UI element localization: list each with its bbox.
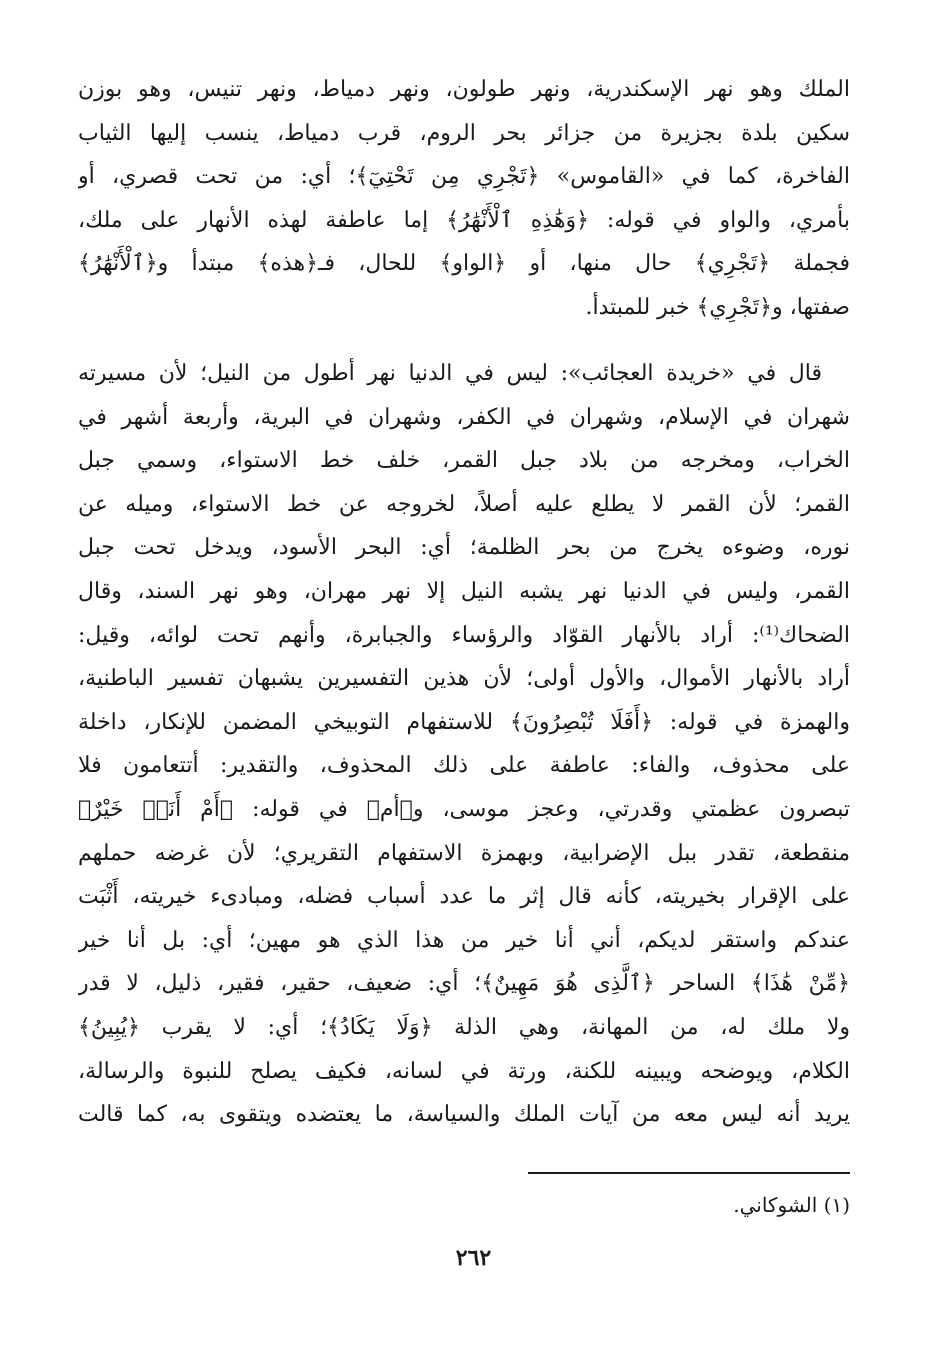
paragraph-1 xyxy=(78,68,850,330)
text-line: والهمزة في قوله: ﴿أَفَلَا تُبْصِرُونَ﴾ للاستفهام التوبيخي المضمن للإنكار، داخلة xyxy=(78,709,850,735)
footnote: (١) الشوكاني. xyxy=(733,1193,850,1217)
text-line: الملك وهو نهر الإسكندرية، ونهر طولون، ونهر دمياط، ونهر تنيس، وهو بوزن xyxy=(78,77,850,102)
text-line: الفاخرة، كما في «القاموس» ﴿تَجْرِي مِن تَحْتِيٓ﴾؛ أي: من تحت قصري، أو xyxy=(78,164,850,190)
text-line: تبصرون عظمتي وقدرتي، وعجز موسى، و﴿أم﴾ في قوله: ﴿أَمْ أَنَا۠ خَيْرٌ﴾ xyxy=(78,796,850,822)
text-line: ﴿مِّنْ هَٰذَا﴾ الساحر ﴿ٱلَّذِى هُوَ مَهِينٌ﴾؛ أي: ضعيف، حقير، فقير، ذليل، لا قدر xyxy=(78,971,850,997)
text-line: ولا ملك له، من المهانة، وهي الذلة ﴿وَلَا يَكَادُ﴾؛ أي: لا يقرب ﴿يُبِينُ﴾ xyxy=(78,1014,850,1040)
text-line: شهران في الإسلام، وشهران في الكفر، وشهران في البرية، وأربعة أشهر في xyxy=(78,404,850,430)
text-line: قال في «خريدة العجائب»: ليس في الدنيا نهر أطول من النيل؛ لأن مسيرته xyxy=(78,361,822,386)
page-number: ٢٦٢ xyxy=(455,1245,492,1271)
text-line: على محذوف، والفاء: عاطفة على ذلك المحذوف، والتقدير: أتتعامون فلا xyxy=(78,753,850,779)
text-line: القمر، وليس في الدنيا نهر يشبه النيل إلا نهر مهران، وهو نهر السند، وقال xyxy=(78,578,850,604)
text-line: سكين بلدة بجزيرة من جزائر بحر الروم، قرب دمياط، ينسب إليها الثياب xyxy=(78,120,850,146)
text-line: فجملة ﴿تَجْرِي﴾ حال منها، أو ﴿الواو﴾ للحال، فـ﴿هذه﴾ مبتدأ و﴿ٱلْأَنْهَٰرُ﴾ xyxy=(78,251,850,277)
text-line: على الإقرار بخيريته، كأنه قال إثر ما عدد أسباب فضله، ومبادىء خيريته، أَثْبَت xyxy=(78,884,850,910)
text-line: يريد أنه ليس معه من آيات الملك والسياسة، ما يعتضده ويتقوى به، كما قالت xyxy=(78,1102,850,1128)
text-line: القمر؛ لأن القمر لا يطلع عليه أصلاً، لخروجه عن خط الاستواء، وميله عن xyxy=(78,491,850,517)
text-line: منقطعة، تقدر ببل الإضرابية، وبهمزة الاستفهام التقريري؛ لأن غرضه حملهم xyxy=(78,840,850,866)
text-line: الضحاك⁽¹⁾: أراد بالأنهار القوّاد والرؤساء والجبابرة، وأنهم تحت لوائه، وقيل: xyxy=(78,622,850,648)
text-line: أراد بالأنهار الأموال، والأول أولى؛ لأن هذين التفسيرين يشبهان تفسير الباطنية، xyxy=(78,666,850,692)
paragraph-2 xyxy=(78,352,850,1137)
text-line: الكلام، ويوضحه ويبينه للكنة، ورتة في لسانه، فكيف يصلح للنبوة والرسالة، xyxy=(78,1058,850,1084)
text-line: صفتها، و﴿تَجْرِي﴾ خبر للمبتدأ. xyxy=(585,294,850,320)
text-line: نوره، وضوءه يخرج من بحر الظلمة؛ أي: البحر الأسود، ويدخل تحت جبل xyxy=(78,535,850,561)
footnote-divider xyxy=(528,1172,850,1174)
text-line: بأمري، والواو في قوله: ﴿وَهَٰذِهِ ٱلْأَنْهَٰرُ﴾ إما عاطفة لهذه الأنهار على ملك، xyxy=(78,207,850,233)
text-line: الخراب، ومخرجه من بلاد جبل القمر، خلف خط الاستواء، وسمي جبل xyxy=(78,448,850,474)
text-line: عندكم واستقر لديكم، أني أنا خير من هذا الذي هو مهين؛ أي: بل أنا خير xyxy=(78,927,850,953)
